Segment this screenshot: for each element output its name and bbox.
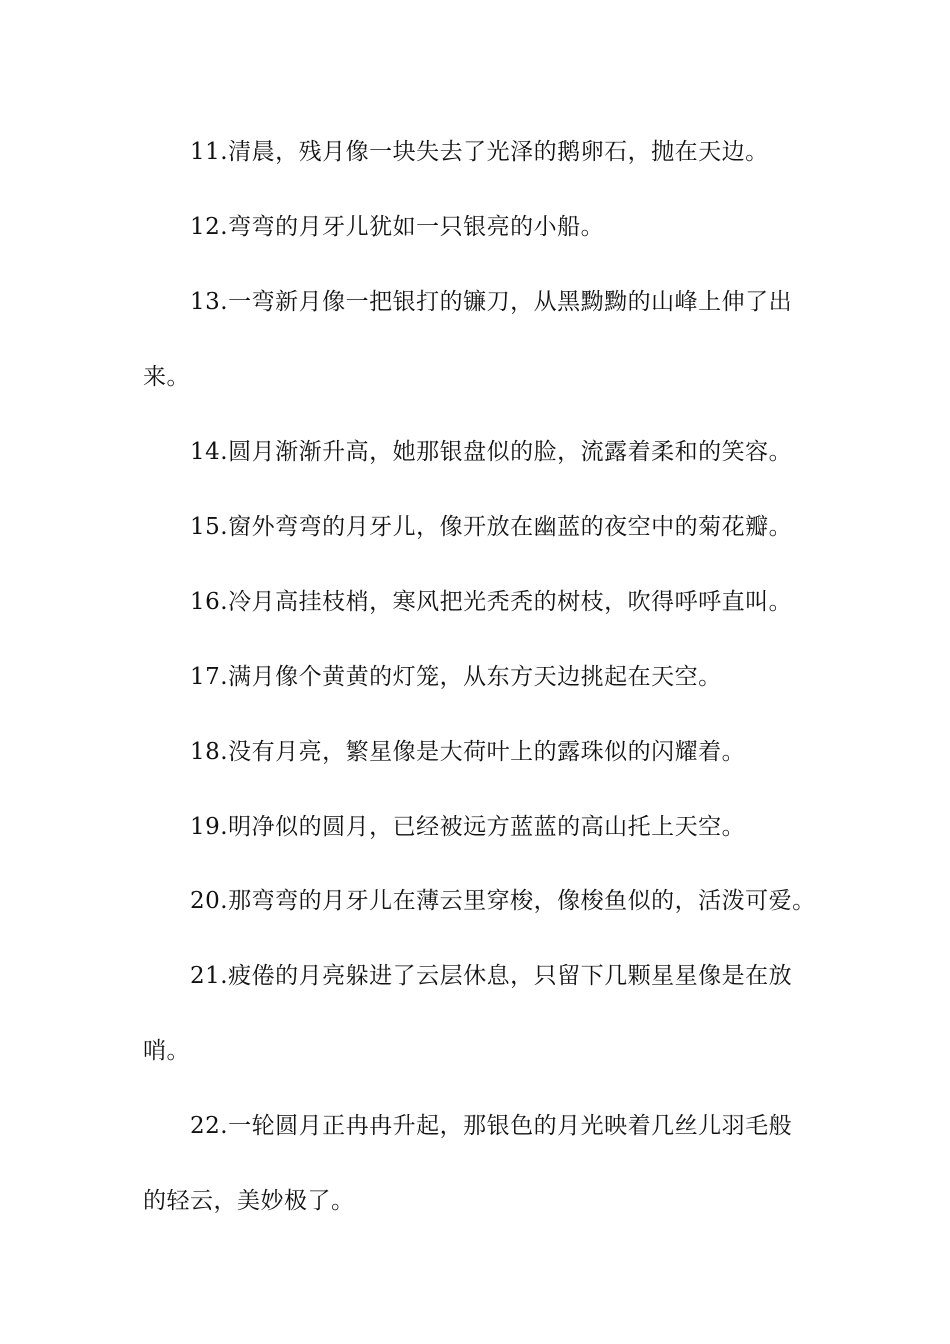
sentence-14: 14.圆月渐渐升高，她那银盘似的脸，流露着柔和的笑容。 [190,439,793,465]
sentence-13-continued: 来。 [143,364,190,390]
sentence-15: 15.窗外弯弯的月牙儿，像开放在幽蓝的夜空中的菊花瓣。 [190,514,793,540]
sentence-12: 12.弯弯的月牙儿犹如一只银亮的小船。 [190,214,605,240]
sentence-16: 16.冷月高挂枝梢，寒风把光秃秃的树枝，吹得呼呼直叫。 [190,589,793,615]
sentence-20: 20.那弯弯的月牙儿在薄云里穿梭，像梭鱼似的，活泼可爱。 [190,888,816,914]
sentence-21-continued: 哨。 [143,1038,190,1064]
sentence-19: 19.明净似的圆月，已经被远方蓝蓝的高山托上天空。 [190,814,746,840]
sentence-17: 17.满月像个黄黄的灯笼，从东方天边挑起在天空。 [190,664,722,690]
sentence-11: 11.清晨，残月像一块失去了光泽的鹅卵石，抛在天边。 [190,139,769,165]
sentence-22: 22.一轮圆月正冉冉升起，那银色的月光映着几丝儿羽毛般 [190,1113,793,1139]
sentence-22-continued: 的轻云，美妙极了。 [143,1188,355,1214]
sentence-18: 18.没有月亮，繁星像是大荷叶上的露珠似的闪耀着。 [190,739,746,765]
sentence-13: 13.一弯新月像一把银打的镰刀，从黑黝黝的山峰上伸了出 [190,289,793,315]
sentence-21: 21.疲倦的月亮躲进了云层休息，只留下几颗星星像是在放 [190,963,793,989]
